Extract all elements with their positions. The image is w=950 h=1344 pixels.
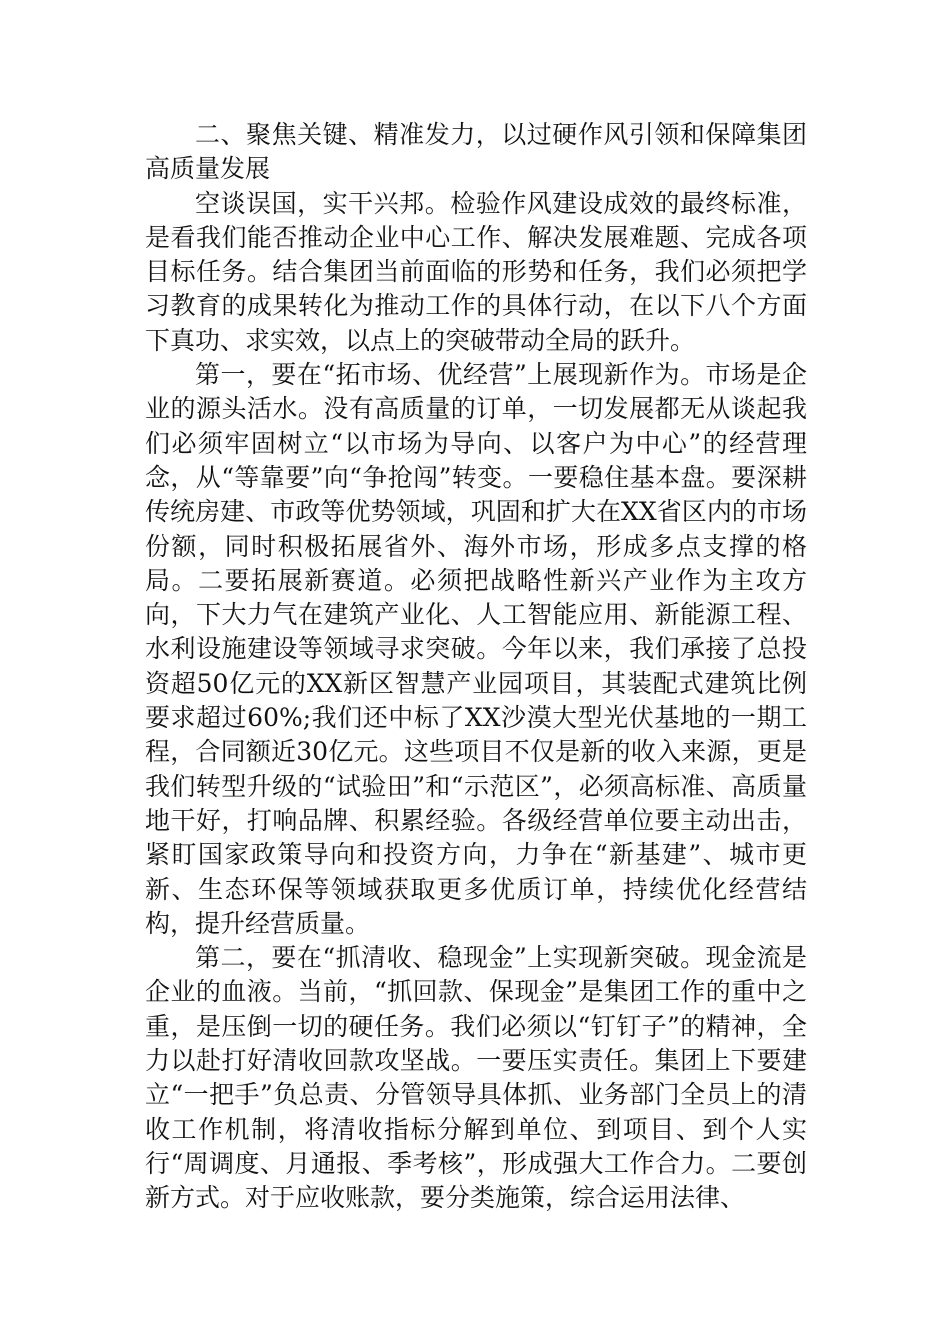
document-page [145,118,807,1216]
paragraph-intro: 空谈误国，实干兴邦。检验作风建设成效的最终标准，是看我们能否推动企业中心工作、解决发展难题、完成各项目标任务。结合集团当前面临的形势和任务，我们必须把学习教育的成果转化为推动工作的具体行动，在以下八个方面下真功、求实效，以点上的突破带动全局的跃升。 [145,188,807,355]
section-heading: 二、聚焦关键、精准发力，以过硬作风引领和保障集团高质量发展 [145,120,807,184]
paragraph-first-point: 第一，要在“拓市场、优经营”上展现新作为。市场是企业的源头活水。没有高质量的订单，一切发展都无从谈起我们必须牢固树立“以市场为导向、以客户为中心”的经营理念，从“等靠要”向“争抢闯”转变。一要稳住基本盘。要深耕传统房建、市政等优势领域，巩固和扩大在XX省区内的市场份额，同时积极拓展省外、海外市场，形成多点支撑的格局。二要拓展新赛道。必须把战略性新兴产业作为主攻方向，下大力气在建筑产业化、人工智能应用、新能源工程、水利设施建设等领域寻求突破。今年以来，我们承接了总投资超50亿元的XX新区智慧产业园项目，其装配式建筑比例要求超过60%;我们还中标了XX沙漠大型光伏基地的一期工程，合同额近30亿元。这些项目不仅是新的收入来源，更是我们转型升级的“试验田”和“示范区”，必须高标准、高质量地干好，打响品牌、积累经验。各级经营单位要主动出击，紧盯国家政策导向和投资方向，力争在“新基建”、城市更新、生态环保等领域获取更多优质订单，持续优化经营结构，提升经营质量。 [145,360,807,938]
paragraph-second-point: 第二，要在“抓清收、稳现金”上实现新突破。现金流是企业的血液。当前，“抓回款、保现金”是集团工作的重中之重，是压倒一切的硬任务。我们必须以“钉钉子”的精神，全力以赴打好清收回款攻坚战。一要压实责任。集团上下要建立“一把手”负总责、分管领导具体抓、业务部门全员上的清收工作机制，将清收指标分解到单位、到项目、到个人实行“周调度、月通报、季考核”，形成强大工作合力。二要创新方式。对于应收账款，要分类施策，综合运用法律、 [145,943,807,1213]
